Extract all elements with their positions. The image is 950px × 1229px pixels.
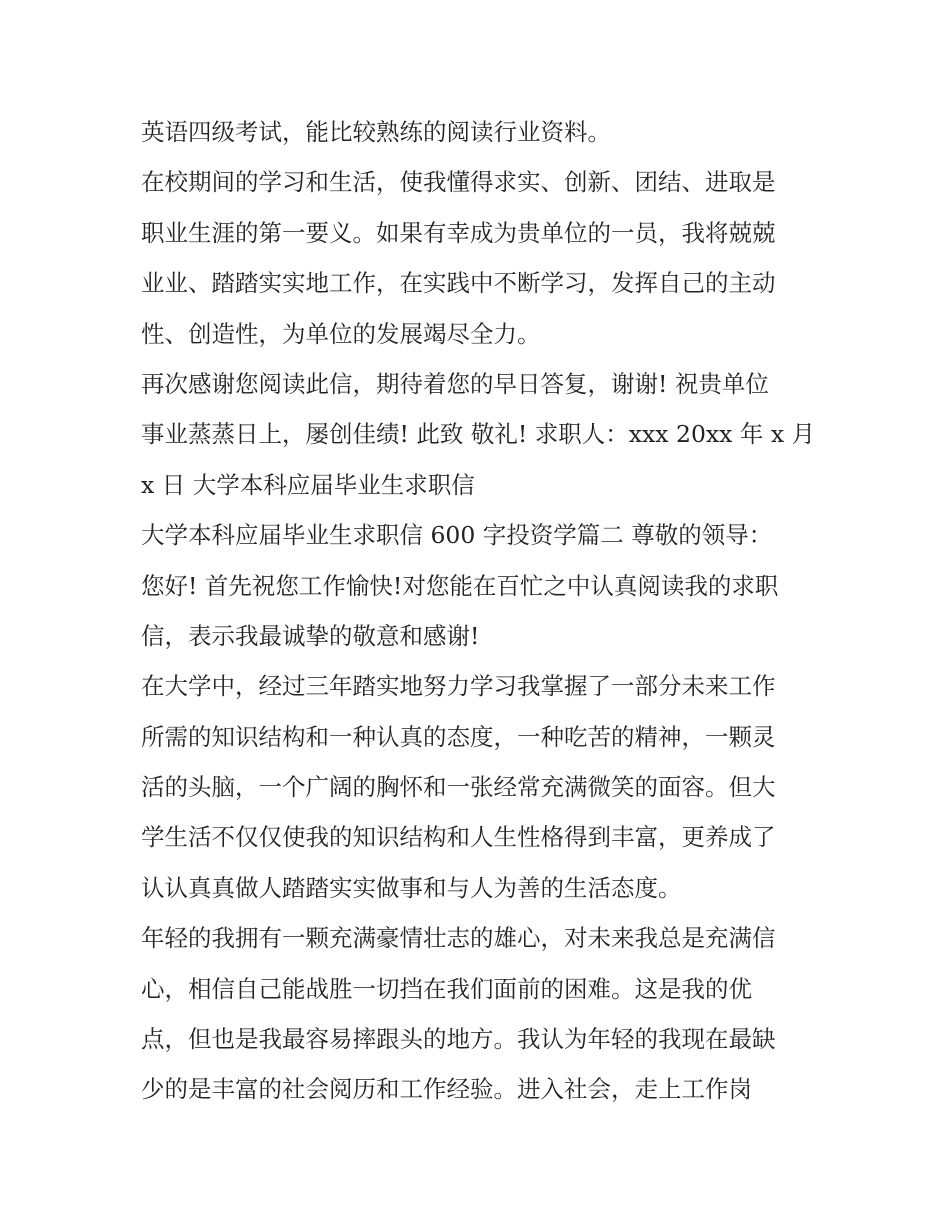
document-body: [141, 107, 821, 1115]
text-line: 事业蒸蒸日上，屡创佳绩! 此致 敬礼! 求职人：xxx 20xx 年 x 月: [141, 420, 816, 449]
paragraph-ambition: [141, 913, 821, 1115]
text-line: 英语四级考试，能比较熟练的阅读行业资料。: [141, 118, 611, 146]
text-line: 在校期间的学习和生活，使我懂得求实、创新、团结、进取是: [141, 168, 776, 197]
paragraph-university-study: [141, 661, 821, 913]
text-line: 再次感谢您阅读此信，期待着您的早日答复，谢谢! 祝贵单位: [141, 369, 769, 398]
text-line: 大学本科应届毕业生求职信 600 字投资学篇二 尊敬的领导：: [141, 521, 773, 550]
text-line: 心，相信自己能战胜一切挡在我们面前的困难。这是我的优: [141, 974, 752, 1003]
paragraph-greeting: [141, 561, 821, 662]
text-line: 在大学中，经过三年踏实地努力学习我掌握了一部分未来工作: [141, 672, 776, 701]
paragraph-english-level: [141, 107, 821, 157]
text-line: 性、创造性，为单位的发展竭尽全力。: [141, 319, 541, 348]
text-line: 点，但也是我最容易摔跟头的地方。我认为年轻的我现在最缺: [141, 1025, 776, 1054]
text-line: 业业、踏踏实实地工作，在实践中不断学习，发挥自己的主动: [141, 269, 776, 298]
paragraph-second-letter-title: [141, 510, 821, 560]
text-line: 认认真真做人踏踏实实做事和与人为善的生活态度。: [141, 873, 682, 902]
paragraph-closing: [141, 359, 821, 510]
text-line: 您好! 首先祝您工作愉快!对您能在百忙之中认真阅读我的求职: [141, 571, 779, 600]
paragraph-school-experience: [141, 157, 821, 359]
text-line: 职业生涯的第一要义。如果有幸成为贵单位的一员，我将兢兢: [141, 218, 776, 247]
text-line: 信，表示我最诚挚的敬意和感谢!: [141, 621, 480, 650]
text-line: 活的头脑，一个广阔的胸怀和一张经常充满微笑的面容。但大: [141, 773, 776, 802]
text-line: 年轻的我拥有一颗充满豪情壮志的雄心，对未来我总是充满信: [141, 924, 776, 953]
text-line: x 日 大学本科应届毕业生求职信: [141, 470, 475, 499]
text-line: 少的是丰富的社会阅历和工作经验。进入社会，走上工作岗: [141, 1075, 752, 1104]
text-line: 学生活不仅仅使我的知识结构和人生性格得到丰富，更养成了: [141, 823, 776, 852]
text-line: 所需的知识结构和一种认真的态度，一种吃苦的精神，一颗灵: [141, 722, 776, 751]
